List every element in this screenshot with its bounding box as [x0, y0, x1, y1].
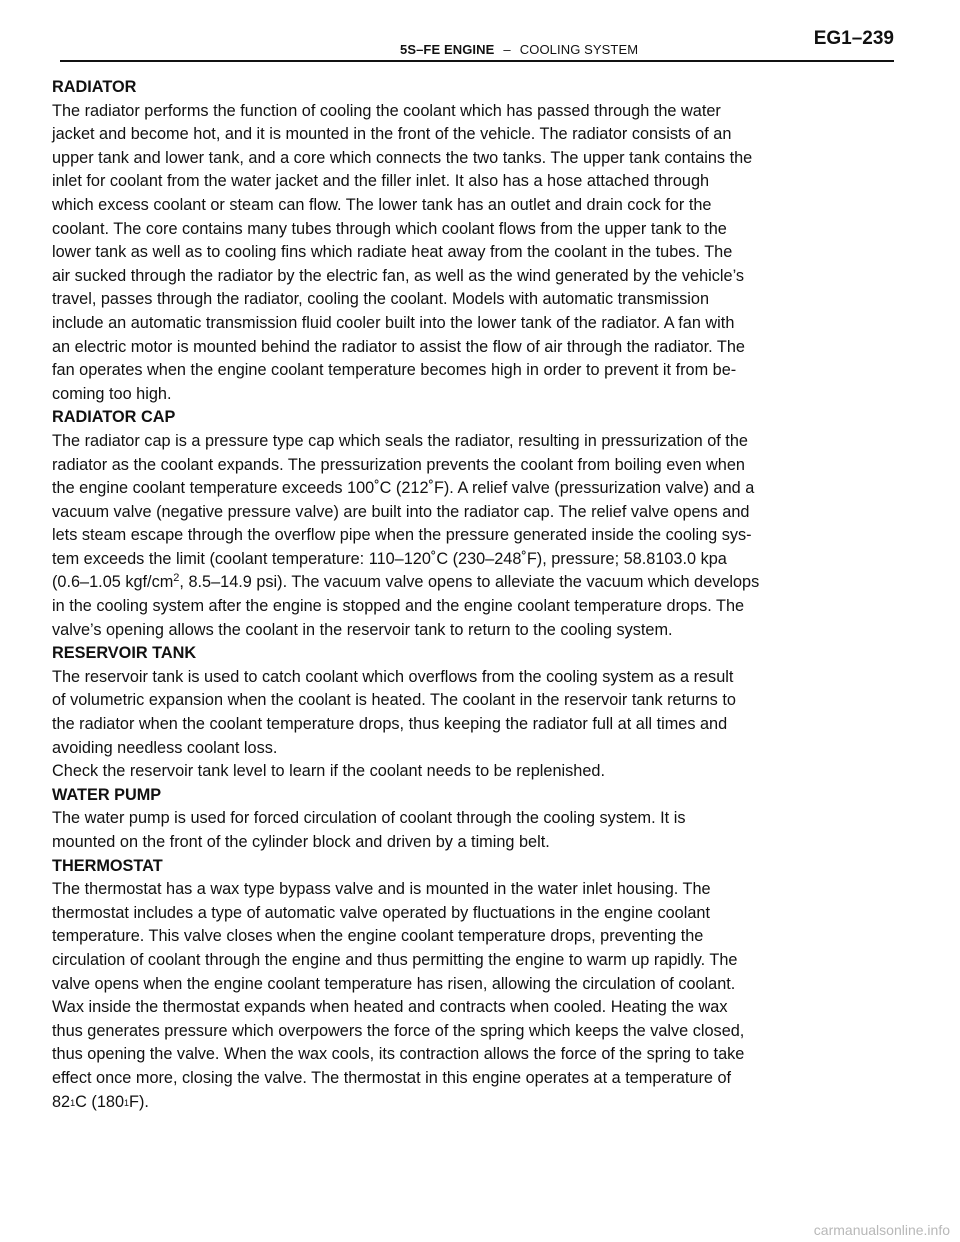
header-separator: – — [503, 42, 511, 57]
text-line: effect once more, closing the valve. The thermostat in this engine operates at a temperature of — [52, 1068, 732, 1087]
degree-glyph: 1 — [124, 1097, 130, 1108]
text-fragment: , 8.5–14.9 psi). The vacuum valve opens to alleviate the vacuum which develops — [179, 573, 760, 592]
page-number: EG1–239 — [813, 28, 894, 49]
thermostat-paragraph — [52, 878, 902, 1115]
text-fragment: F). — [129, 1092, 149, 1111]
water-pump-paragraph — [52, 807, 902, 854]
text-line: coolant. The core contains many tubes through which coolant flows from the upper tank to the — [52, 219, 727, 238]
text-line: jacket and become hot, and it is mounted in the front of the vehicle. The radiator consists of an — [52, 125, 732, 144]
text-line: radiator as the coolant expands. The pressurization prevents the coolant from boiling even when — [52, 455, 745, 474]
text-fragment: (0.6–1.05 kgf/cm — [52, 573, 174, 592]
text-line: of volumetric expansion when the coolant is heated. The coolant in the reservoir tank returns to — [52, 691, 736, 710]
text-line: coming too high. — [52, 384, 172, 403]
text-line: The reservoir tank is used to catch coolant which overflows from the cooling system as a result — [52, 667, 734, 686]
text-line: mounted on the front of the cylinder block and driven by a timing belt. — [52, 833, 550, 851]
text-line: The thermostat has a wax type bypass valve and is mounted in the water inlet housing. The — [52, 880, 711, 899]
text-line: thus opening the valve. When the wax cools, its contraction allows the force of the spring to take — [52, 1045, 745, 1064]
text-line: The water pump is used for forced circulation of coolant through the cooling system. It is — [52, 809, 686, 828]
text-line: lets steam escape through the overflow pipe when the pressure generated inside the cooling sys- — [52, 526, 752, 545]
text-line: Wax inside the thermostat expands when heated and contracts when cooled. Heating the wax — [52, 998, 728, 1017]
text-line: the engine coolant temperature exceeds 100˚C (212˚F). A relief valve (pressurization valve) and a — [52, 479, 755, 498]
section-heading-radiator: RADIATOR — [52, 78, 137, 96]
text-fragment: 82 — [52, 1092, 71, 1111]
header-section-title: COOLING SYSTEM — [519, 42, 639, 57]
page-header — [60, 26, 894, 62]
radiator-paragraph — [52, 100, 902, 407]
header-engine-title: 5S–FE ENGINE — [400, 42, 495, 57]
text-line: thermostat includes a type of automatic valve operated by fluctuations in the engine coolant — [52, 903, 710, 922]
text-line: circulation of coolant through the engine and thus permitting the engine to warm up rapidly. The — [52, 950, 738, 969]
text-line: temperature. This valve closes when the engine coolant temperature drops, preventing the — [52, 927, 704, 946]
text-line: which excess coolant or steam can flow. The lower tank has an outlet and drain cock for the — [52, 195, 712, 214]
text-line: lower tank as well as to cooling fins which radiate heat away from the coolant in the tubes. The — [52, 243, 733, 262]
superscript-exponent: 2 — [173, 572, 180, 585]
text-line: avoiding needless coolant loss. — [52, 738, 278, 757]
text-line: include an automatic transmission fluid cooler built into the lower tank of the radiator. A fan with — [52, 313, 735, 332]
text-line-with-superscript — [52, 571, 902, 595]
text-line: Check the reservoir tank level to learn if the coolant needs to be replenished. — [52, 762, 605, 781]
watermark-footer: carmanualsonline.info — [813, 1222, 950, 1238]
text-line: thus generates pressure which overpowers the force of the spring which keeps the valve closed, — [52, 1021, 745, 1040]
text-line: air sucked through the radiator by the electric fan, as well as the wind generated by the vehicle’s — [52, 266, 745, 285]
text-line: tem exceeds the limit (coolant temperature: 110–120˚C (230–248˚F), pressure; 58.8103.0 kpa — [52, 549, 727, 568]
radiator-cap-paragraph — [52, 430, 902, 642]
text-line: upper tank and lower tank, and a core which connects the two tanks. The upper tank contains the — [52, 148, 753, 167]
degree-glyph: 1 — [70, 1097, 76, 1108]
text-line: travel, passes through the radiator, cooling the coolant. Models with automatic transmission — [52, 290, 710, 309]
text-line: fan operates when the engine coolant temperature becomes high in order to prevent it from be- — [52, 361, 737, 380]
header-rule — [60, 60, 894, 62]
section-heading-reservoir-tank: RESERVOIR TANK — [52, 644, 197, 663]
text-line: in the cooling system after the engine is stopped and the engine coolant temperature drops. The — [52, 597, 745, 616]
section-heading-water-pump: WATER PUMP — [52, 785, 162, 804]
text-line: The radiator performs the function of cooling the coolant which has passed through the water — [52, 101, 721, 120]
reservoir-tank-paragraph — [52, 666, 902, 784]
text-line: an electric motor is mounted behind the radiator to assist the flow of air through the radiator. The — [52, 337, 745, 356]
temperature-line — [52, 1091, 902, 1116]
text-line: vacuum valve (negative pressure valve) are built into the radiator cap. The relief valve opens and — [52, 502, 750, 521]
section-heading-radiator-cap: RADIATOR CAP — [52, 408, 176, 427]
body-text — [52, 76, 902, 1115]
text-line: The radiator cap is a pressure type cap which seals the radiator, resulting in pressurization of the — [52, 431, 748, 450]
section-heading-thermostat: THERMOSTAT — [52, 856, 163, 875]
text-fragment: C (180 — [75, 1092, 125, 1111]
text-line: valve opens when the engine coolant temperature has risen, allowing the circulation of coolant. — [52, 974, 736, 993]
text-line: valve’s opening allows the coolant in the reservoir tank to return to the cooling system. — [52, 620, 673, 639]
text-line: the radiator when the coolant temperature drops, thus keeping the radiator full at all times and — [52, 715, 728, 734]
running-header — [400, 42, 638, 57]
text-line: inlet for coolant from the water jacket and the filler inlet. It also has a hose attached through — [52, 172, 710, 191]
